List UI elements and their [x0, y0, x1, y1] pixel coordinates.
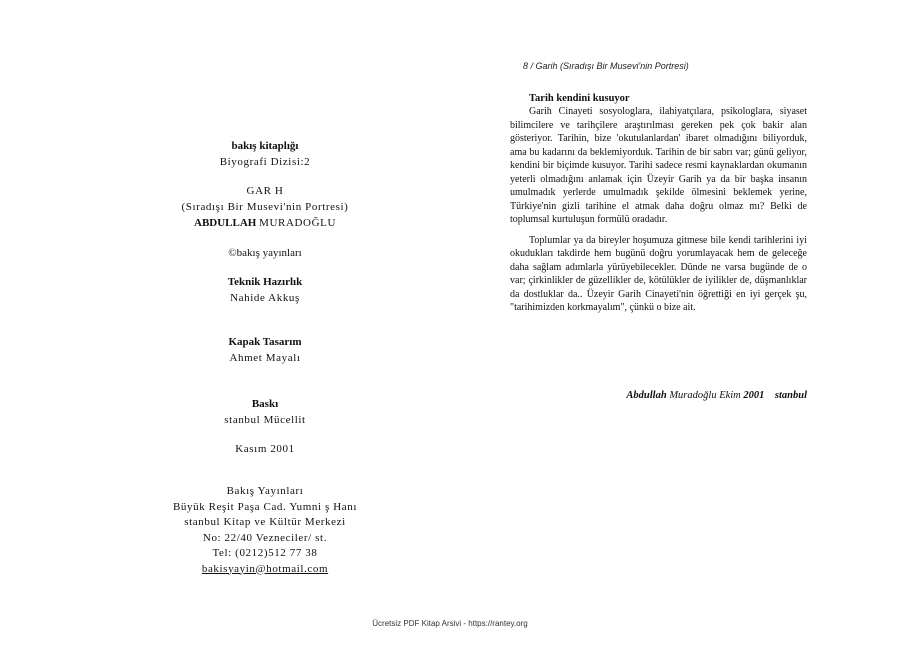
phone: Tel: (0212)512 77 38 [212, 547, 318, 559]
publication-date: Kasım 2001 [235, 443, 295, 455]
address-line-1: Büyük Reşit Paşa Cad. Yumni ş Hanı [172, 500, 358, 513]
series-title: bakış kitaplığı [231, 140, 299, 152]
print-heading: Baskı [251, 398, 279, 410]
technical-credit [140, 274, 390, 306]
cover-heading: Kapak Tasarım [228, 336, 302, 348]
right-page [450, 0, 900, 645]
colophon [140, 138, 390, 170]
signature-last-name: Muradoğlu [669, 390, 717, 401]
publisher-name: Bakış Yayınları [226, 485, 304, 497]
author-last: MURADOĞLU [259, 217, 336, 229]
signature-first-name: Abdullah [626, 390, 667, 401]
address-line-3: No: 22/40 Vezneciler/ st. [202, 531, 328, 544]
paragraph-2: Toplumlar ya da bireyler hoşumuza gitmese bile kendi tarihlerini iyi okudukları takdirde hem bugünü doğru yorumlayacak hem de geleceğe daha sağlam adımlarla yürüyebilecekler. Dünde ne varsa bugünde de o var; çirkinlikler de güzellikler de, kötülükler de iyilikler de, düşmanlıklar da dostluklar da.. Üzeyir Garih Cinayeti'nin öğrettiği en iyi gerçek şu, "tarihimizden korkmayalım", çünkü o bize ait. [510, 234, 807, 313]
signature-year: 2001 [743, 390, 765, 401]
series-subtitle: Biyografi Dizisi:2 [219, 156, 311, 168]
copyright-text: ©bakış yayınları [228, 247, 302, 259]
article [510, 92, 807, 322]
signature-city: stanbul [774, 390, 807, 401]
cover-credit [140, 334, 390, 366]
technical-name: Nahide Akkuş [230, 292, 300, 304]
paragraph-1: Garih Cinayeti sosyologlara, ilahiyatçılara, psikologlara, siyaset bilimcilere ve tarihçilere araştırılması gereken pek çok bakir alan gösteriyor. Tarihin, bize 'okutulanlardan' ibaret olmadığını biliyorduk, ama bu kadarını da beklemiyorduk. Tarihin de bir sabrı var; günü geliyor, kendini bir biçimde kusuyor. Tarihi sadece resmi kaynaklardan okumanın yeterli olmadığını anlamak için Üzeyir Garih ya da bir başka insanın umulmadık yerlerde umulmadık şekilde ölmesini beklemek yerine, Türkiye'nin gizli tarihine el atmak daha doğru olmaz mı? Belki de toplumsal kurtuluşun formülü oradadır. [510, 106, 807, 225]
cover-name: Ahmet Mayalı [229, 352, 301, 364]
date-block [140, 441, 390, 457]
footer-note: Ücretsiz PDF Kitap Arsivi - https://rantey.org [372, 619, 528, 628]
author [140, 215, 390, 231]
author-first: ABDULLAH [194, 217, 257, 229]
publisher-address [140, 484, 390, 577]
book-subtitle: (Sıradışı Bir Musevi'nin Portresi) [181, 201, 349, 213]
article-heading: Tarih kendini kusuyor [529, 93, 630, 104]
running-head: 8 / Garih (Sıradışı Bir Musevi'nin Portresi) [523, 61, 689, 71]
email-link[interactable]: bakisyayin@hotmail.com [201, 562, 329, 575]
address-line-2: stanbul Kitap ve Kültür Merkezi [184, 516, 346, 528]
print-name: stanbul Mücellit [224, 414, 306, 426]
print-credit [140, 396, 390, 428]
copyright [140, 245, 390, 261]
technical-heading: Teknik Hazırlık [227, 276, 303, 288]
signature-month: Ekim [719, 390, 741, 401]
title-block [140, 183, 390, 231]
book-title: GAR H [246, 185, 284, 197]
signature [626, 390, 807, 401]
